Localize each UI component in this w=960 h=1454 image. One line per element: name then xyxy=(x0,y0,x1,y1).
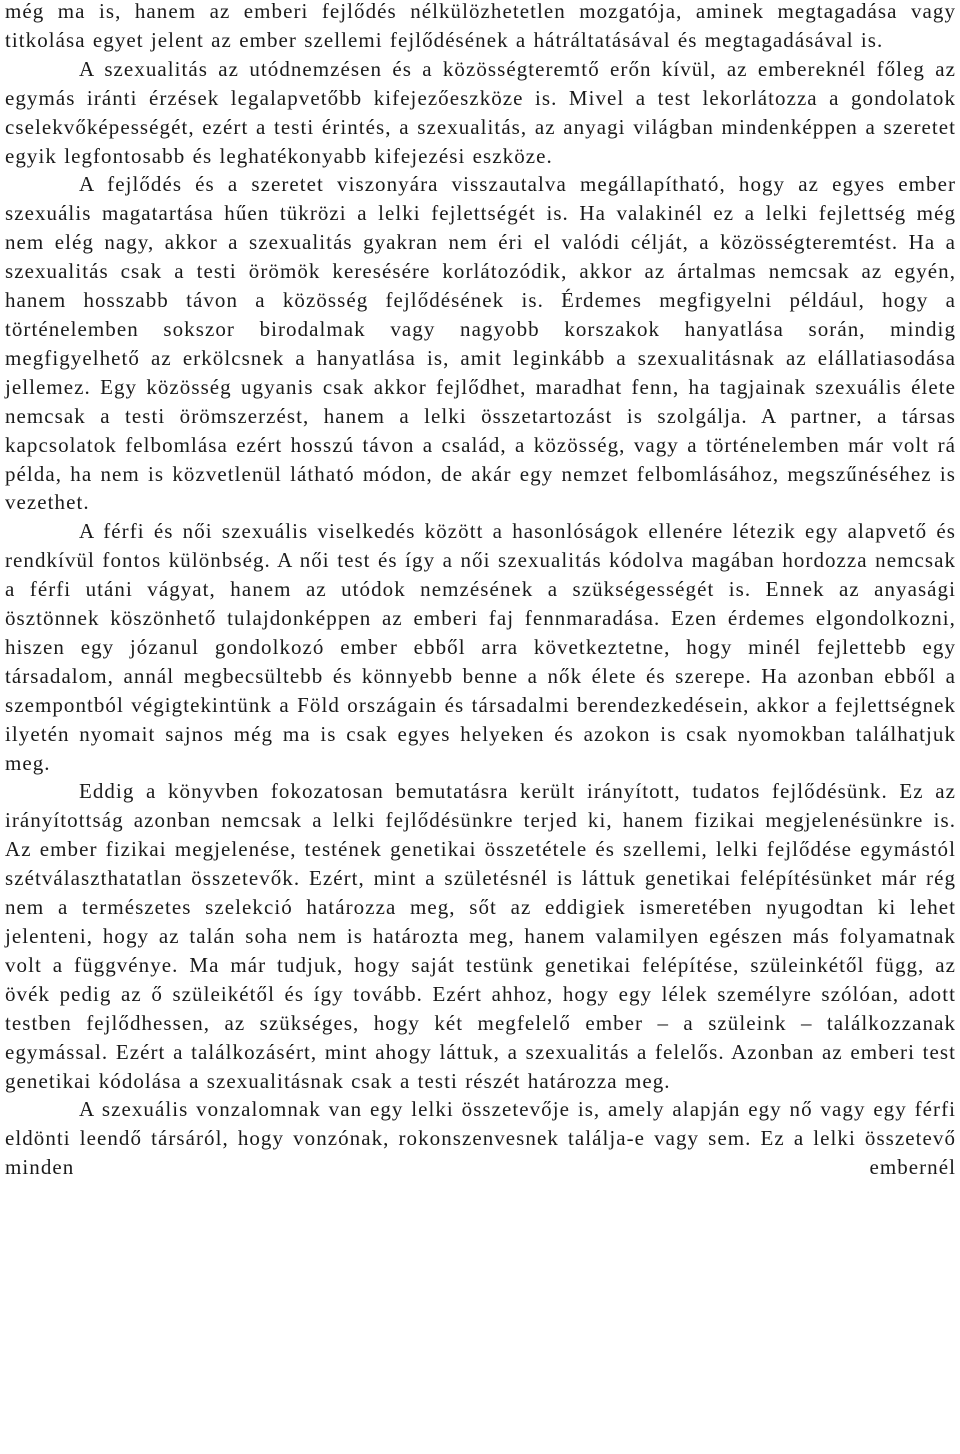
paragraph-truncated: A szexuális vonzalomnak van egy lelki összetevője is, amely alapján egy nő vagy egy férfi eldönti leendő társáról, hogy vonzónak, rokonszenvesnek találja-e vagy sem. Ez a lelki összetevő minden embernél xyxy=(5,1097,956,1180)
paragraph: A szexualitás az utódnemzésen és a közösségteremtő erőn kívül, az embereknél főleg az egymás iránti érzések legalapvetőbb kifejezőeszköze is. Mivel a test lekorlátozza a gondolatok cselekvőképességét, ezért a testi érintés, a szexualitás, az anyagi világban mindenképpen a szeretet egyik legfontosabb és leghatékonyabb kifejezési eszköze. xyxy=(5,56,956,168)
document-body xyxy=(5,0,956,1182)
paragraph-continued: még ma is, hanem az emberi fejlődés nélkülözhetetlen mozgatója, aminek megtagadása vagy titkolása egyet jelent az ember szellemi fejlődésének a hátráltatásával és megtagadásával is. xyxy=(5,0,956,52)
paragraph: A fejlődés és a szeretet viszonyára visszautalva megállapítható, hogy az egyes ember szexuális magatartása hűen tükrözi a lelki fejlettségét is. Ha valakinél ez a lelki fejlettség még nem elég nagy, akkor a szexualitás gyakran nem éri el valódi célját, a közösségteremtést. Ha a szexualitás csak a testi örömök keresésére korlátozódik, akkor az ártalmas nemcsak az egyén, hanem hosszabb távon a közösség fejlődésének is. Érdemes megfigyelni például, hogy a történelemben sokszor birodalmak vagy nagyobb korszakok hanyatlása során, mindig megfigyelhető az erkölcsnek a hanyatlása is, amit leginkább a szexualitásnak az elállatiasodása jellemez. Egy közösség ugyanis csak akkor fejlődhet, maradhat fenn, ha tagjainak szexuális élete nemcsak a testi örömszerzést, hanem a lelki összetartozást is szolgálja. A partner, a társas kapcsolatok felbomlása ezért hosszú távon a család, a közösség, vagy a történelemben már volt rá példa, ha nem is közvetlenül látható módon, de akár egy nemzet felbomlásához, megszűnéséhez is vezethet. xyxy=(5,172,956,515)
paragraph: A férfi és női szexuális viselkedés között a hasonlóságok ellenére létezik egy alapvető és rendkívül fontos különbség. A női test és így a női szexualitás kódolva magában hordozza nemcsak a férfi utáni vágyat, hanem az utódok nemzésének a szükségességét is. Ennek az anyasági ösztönnek köszönhető tulajdonképpen az emberi faj fennmaradása. Ezen érdemes elgondolkozni, hiszen egy józanul gondolkozó ember ebből arra következtetne, hogy minél fejlettebb egy társadalom, annál megbecsültebb és könnyebb benne a nők élete és szerepe. Ha azonban ebből a szempontból végigtekintünk a Föld országain és társadalmi berendezkedésein, akkor a fejlettségnek ilyetén nyomait sajnos még ma is csak egyes helyeken és azokon is csak nyomokban találhatjuk meg. xyxy=(5,519,956,775)
paragraph: Eddig a könyvben fokozatosan bemutatásra került irányított, tudatos fejlődésünk. Ez az irányítottság azonban nemcsak a lelki fejlődésünkre terjed ki, hanem fizikai megjelenésünkre is. Az ember fizikai megjelenése, testének genetikai összetétele és szellemi, lelki fejlődése egymástól szétválaszthatatlan összetevők. Ezért, mint a születésnél is láttuk genetikai felépítésünket már rég nem a természetes szelekció határozza meg, sőt az eddigiek ismeretében nyugodtan ki lehet jelenteni, hogy az talán soha nem is határozta meg, hanem valamilyen egészen más folyamatnak volt a függvénye. Ma már tudjuk, hogy saját testünk genetikai felépítése, szüleinkétől függ, az övék pedig az ő szüleikétől és így tovább. Ezért ahhoz, hogy egy lélek személyre szólóan, adott testben fejlődhessen, az szükséges, hogy két megfelelő ember – a szüleink – találkozzanak egymással. Ezért a találkozásért, mint ahogy láttuk, a szexualitás a felelős. Azonban az emberi test genetikai kódolása a szexualitásnak csak a testi részét határozza meg. xyxy=(5,779,956,1093)
